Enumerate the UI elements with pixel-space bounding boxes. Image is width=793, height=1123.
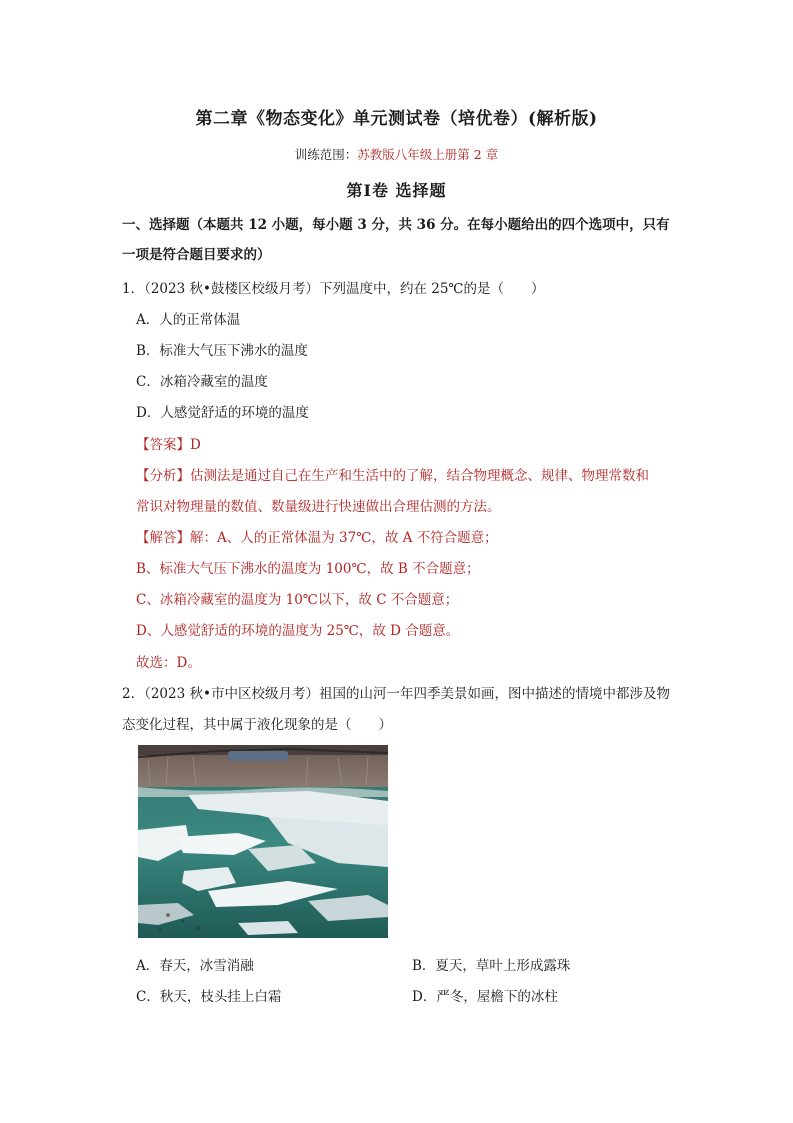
answer-tag: 【答案】: [136, 437, 190, 453]
q1-option-d: D．人感觉舒适的环境的温度: [136, 405, 309, 421]
q1-solution-line-4: D、人感觉舒适的环境的温度为 25℃，故 D 合题意。: [136, 623, 460, 639]
q1-solution-line-3: C、冰箱冷藏室的温度为 10℃以下，故 C 不合题意；: [136, 592, 459, 608]
q2-option-d: D．严冬，屋檐下的冰柱: [412, 989, 558, 1005]
q2-option-a: A．春天，冰雪消融: [136, 958, 254, 974]
q1-stem: 1．（2023 秋•鼓楼区校级月考）下列温度中，约在 25℃的是（ ）: [122, 281, 545, 297]
q2-option-c: C．秋天，枝头挂上白霜: [136, 989, 282, 1005]
q1-choice: 故选：D。: [136, 655, 201, 671]
analysis-text-1: 估测法是通过自己在生产和生活中的了解，结合物理概念、规律、物理常数和: [190, 468, 649, 484]
river-ice-photo: [138, 745, 388, 938]
solution-text-1: 解：A、人的正常体温为 37℃，故 A 不符合题意；: [190, 530, 498, 546]
subtitle: [0, 145, 793, 163]
q1-option-b: B．标准大气压下沸水的温度: [136, 343, 308, 359]
analysis-tag: 【分析】: [136, 468, 190, 484]
q1-solution-line-2: B、标准大气压下沸水的温度为 100℃，故 B 不合题意；: [136, 561, 480, 577]
q2-stem-line-2: 态变化过程，其中属于液化现象的是（ ）: [122, 717, 392, 733]
q1-analysis-line-1: [136, 467, 649, 485]
q2-stem-line-1: 2．（2023 秋•市中区校级月考）祖国的山河一年四季美景如画，图中描述的情境中都涉及物: [122, 686, 670, 702]
subtitle-scope: 苏教版八年级上册第 2 章: [357, 147, 499, 162]
q1-option-c: C．冰箱冷藏室的温度: [136, 374, 268, 390]
q2-option-b: B．夏天，草叶上形成露珠: [412, 958, 571, 974]
instructions-line-2: 一项是符合题目要求的）: [122, 247, 271, 263]
q1-solution-line-1: [136, 529, 498, 547]
section-title: 第Ⅰ卷 选择题: [346, 181, 447, 200]
subtitle-prefix: 训练范围：: [294, 147, 358, 162]
instructions-line-1: 一、选择题（本题共 12 小题，每小题 3 分，共 36 分。在每小题给出的四个选项中，只有: [122, 217, 670, 233]
page-title: 第二章《物态变化》单元测试卷（培优卷）(解析版): [195, 109, 598, 129]
q1-option-a: A．人的正常体温: [136, 312, 241, 328]
solution-tag: 【解答】: [136, 530, 190, 546]
answer-value: D: [190, 437, 201, 453]
q1-analysis-line-2: 常识对物理量的数值、数量级进行快速做出合理估测的方法。: [136, 499, 501, 515]
q1-answer: [136, 436, 201, 454]
